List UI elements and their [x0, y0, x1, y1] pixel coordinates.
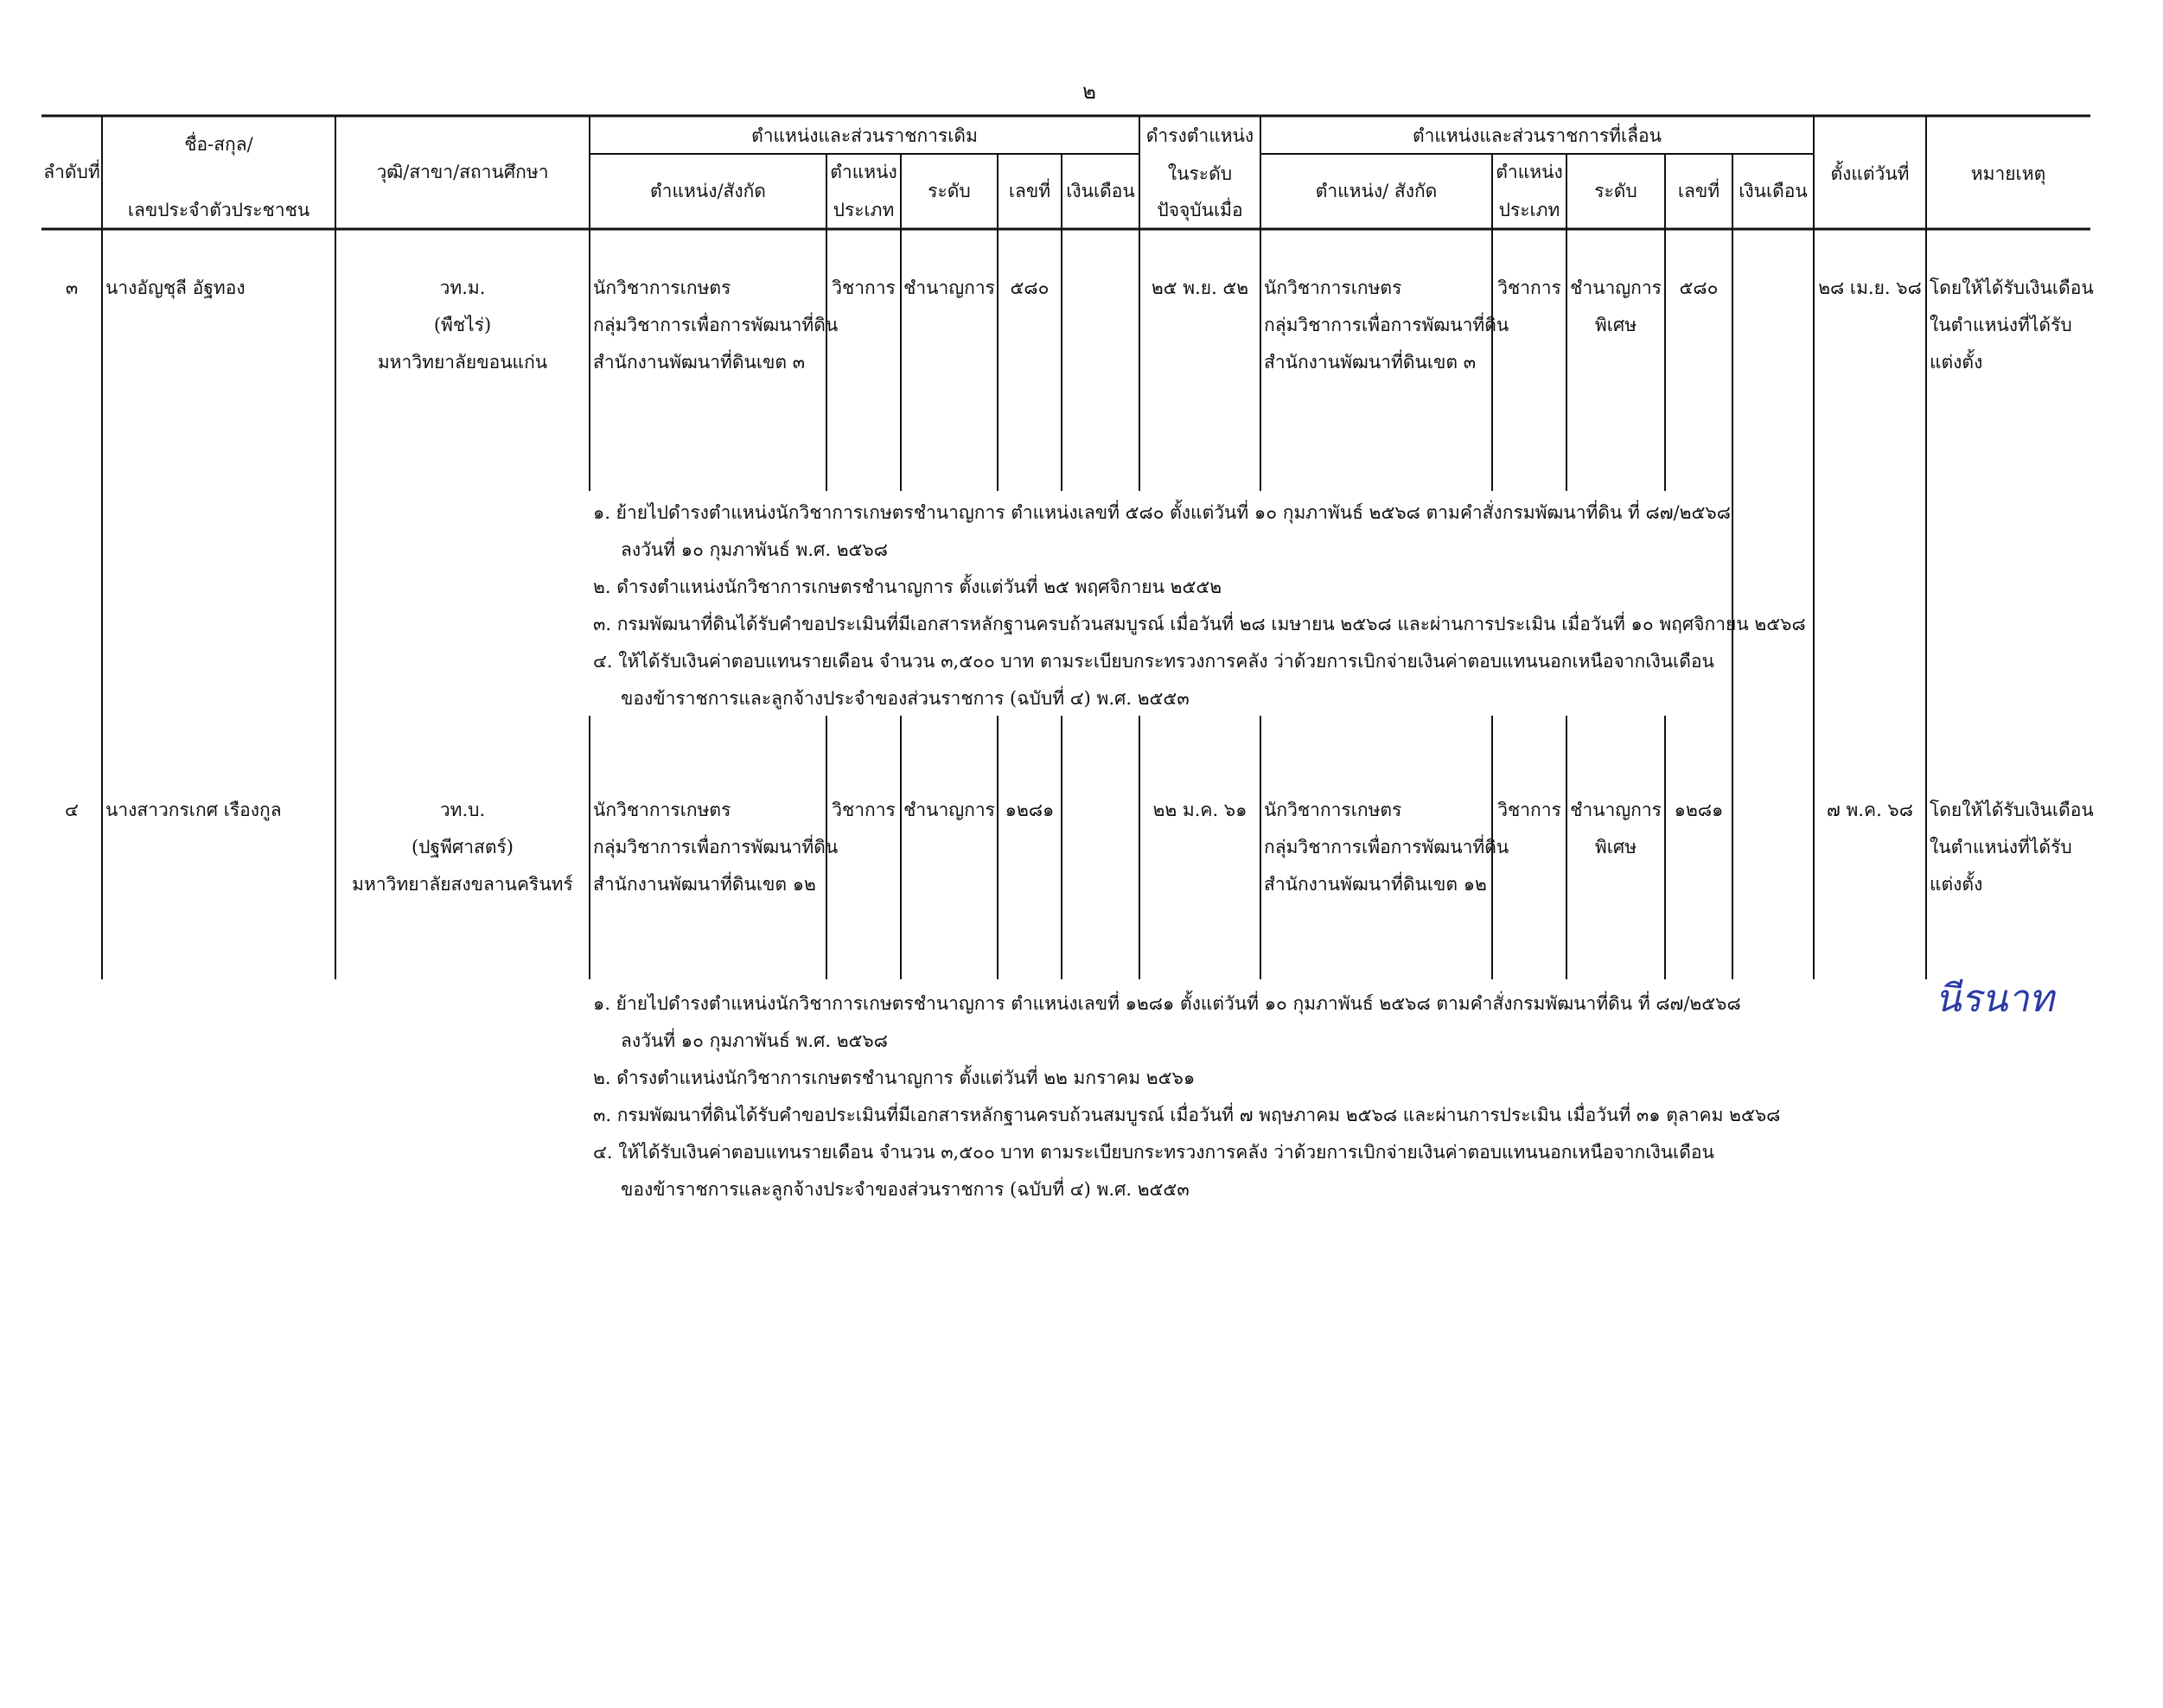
note-line: ๔. ให้ได้รับเงินค่าตอบแทนรายเดือน จำนวน ๓,๕๐๐ บาท ตามระเบียบกระทรวงการคลัง ว่าด้วยการเบิกจ่ายเงินค่าตอบแทนนอกเหนือจากเงินเดือน [593, 1142, 1714, 1163]
row-name: นางสาวกรเกศ เรืองกูล [105, 800, 282, 820]
row-old-position-line: สำนักงานพัฒนาที่ดินเขต ๓ [593, 352, 806, 373]
row-new-level-line: พิเศษ [1594, 837, 1637, 857]
header-new-type-line1: ตำแหน่ง [1496, 162, 1563, 182]
handwritten-signature: นีรนาท [1933, 977, 2062, 1021]
note-line: ๑. ย้ายไปดำรงตำแหน่งนักวิชาการเกษตรชำนาญการ ตำแหน่งเลขที่ ๕๘๐ ตั้งแต่วันที่ ๑๐ กุมภาพันธ์ ๒๕๖๘ ตามคำสั่งกรมพัฒนาที่ดิน ที่ ๘๗/๒๕๖๘ [593, 502, 1731, 523]
header-old-salary: เงินเดือน [1066, 181, 1135, 201]
row-new-number: ๕๘๐ [1679, 277, 1719, 298]
row-new-position-line: สำนักงานพัฒนาที่ดินเขต ๑๒ [1264, 874, 1487, 895]
row-effective: ๒๘ เม.ย. ๖๘ [1818, 277, 1922, 298]
row-old-position-line: นักวิชาการเกษตร [593, 277, 731, 298]
row-remark-line: ในตำแหน่งที่ได้รับ [1930, 315, 2072, 335]
page-number: ๒ [1082, 80, 1096, 104]
row-remark-line: โดยให้ได้รับเงินเดือน [1930, 800, 2094, 820]
header-old-type-line1: ตำแหน่ง [830, 162, 897, 182]
row-degree-line: มหาวิทยาลัยขอนแก่น [377, 352, 548, 373]
row-degree-line: (ปฐพีศาสตร์) [411, 837, 514, 857]
header-old-type-line2: ประเภท [833, 200, 895, 220]
header-old-position: ตำแหน่ง/สังกัด [650, 181, 766, 201]
row-degree-line: วท.บ. [439, 800, 486, 820]
row-order: ๔ [65, 800, 79, 820]
header-new-number: เลขที่ [1677, 181, 1720, 201]
row-new-level-line: ชำนาญการ [1570, 277, 1662, 298]
header-name-line1: ชื่อ-สกุล/ [184, 134, 253, 155]
row-name: นางอัญชุลี อัฐทอง [105, 277, 246, 298]
row-held-since: ๒๒ ม.ค. ๖๑ [1152, 800, 1247, 820]
row-effective: ๗ พ.ค. ๖๘ [1827, 800, 1913, 820]
row-old-position-line: สำนักงานพัฒนาที่ดินเขต ๑๒ [593, 874, 816, 895]
row-old-level: ชำนาญการ [903, 277, 995, 298]
header-degree: วุฒิ/สาขา/สถานศึกษา [376, 162, 549, 182]
row-new-position-line: นักวิชาการเกษตร [1264, 800, 1402, 820]
row-order: ๓ [65, 277, 79, 298]
row-new-type: วิชาการ [1497, 277, 1561, 298]
row-old-number: ๑๒๘๑ [1005, 800, 1055, 820]
row-new-position-line: กลุ่มวิชาการเพื่อการพัฒนาที่ดิน [1264, 837, 1509, 857]
row-remark-line: แต่งตั้ง [1930, 352, 1983, 373]
row-remark-line: ในตำแหน่งที่ได้รับ [1930, 837, 2072, 857]
note-line: ๑. ย้ายไปดำรงตำแหน่งนักวิชาการเกษตรชำนาญการ ตำแหน่งเลขที่ ๑๒๘๑ ตั้งแต่วันที่ ๑๐ กุมภาพันธ์ ๒๕๖๘ ตามคำสั่งกรมพัฒนาที่ดิน ที่ ๘๗/๒๕๖๘ [593, 993, 1741, 1014]
row-old-position-line: กลุ่มวิชาการเพื่อการพัฒนาที่ดิน [593, 315, 839, 335]
header-old-number: เลขที่ [1008, 181, 1051, 201]
row-old-type: วิชาการ [832, 800, 896, 820]
row-remark-line: แต่งตั้ง [1930, 874, 1983, 895]
note-line: ของข้าราชการและลูกจ้างประจำของส่วนราชการ (ฉบับที่ ๔) พ.ศ. ๒๕๕๓ [621, 688, 1190, 709]
note-line: ของข้าราชการและลูกจ้างประจำของส่วนราชการ (ฉบับที่ ๔) พ.ศ. ๒๕๕๓ [621, 1179, 1190, 1200]
row-new-number: ๑๒๘๑ [1674, 800, 1724, 820]
row-degree-line: มหาวิทยาลัยสงขลานครินทร์ [352, 874, 573, 895]
header-held-line1: ดำรงตำแหน่ง [1145, 125, 1254, 146]
header-order: ลำดับที่ [43, 162, 100, 182]
note-line: ๓. กรมพัฒนาที่ดินได้รับคำขอประเมินที่มีเอกสารหลักฐานครบถ้วนสมบูรณ์ เมื่อวันที่ ๗ พฤษภาคม ๒๕๖๘ และผ่านการประเมิน เมื่อวันที่ ๓๑ ตุลาคม ๒๕๖๘ [593, 1105, 1781, 1125]
note-line: ๒. ดำรงตำแหน่งนักวิชาการเกษตรชำนาญการ ตั้งแต่วันที่ ๒๒ มกราคม ๒๕๖๑ [593, 1068, 1196, 1088]
header-held-line2: ในระดับ [1167, 163, 1233, 184]
row-degree-line: (พืชไร่) [433, 315, 492, 335]
header-new-position: ตำแหน่ง/ สังกัด [1315, 181, 1438, 201]
row-new-type: วิชาการ [1497, 800, 1561, 820]
row-new-level-line: ชำนาญการ [1570, 800, 1662, 820]
row-degree-line: วท.ม. [439, 277, 486, 298]
row-new-position-line: กลุ่มวิชาการเพื่อการพัฒนาที่ดิน [1264, 315, 1509, 335]
row-new-level-line: พิเศษ [1594, 315, 1637, 335]
note-line: ๒. ดำรงตำแหน่งนักวิชาการเกษตรชำนาญการ ตั้งแต่วันที่ ๒๕ พฤศจิกายน ๒๕๕๒ [593, 577, 1222, 597]
row-held-since: ๒๕ พ.ย. ๕๒ [1151, 277, 1249, 298]
note-line: ๓. กรมพัฒนาที่ดินได้รับคำขอประเมินที่มีเอกสารหลักฐานครบถ้วนสมบูรณ์ เมื่อวันที่ ๒๘ เมษายน ๒๕๖๘ และผ่านการประเมิน เมื่อวันที่ ๑๐ พฤศจิกายน ๒๕๖๘ [593, 614, 1806, 634]
header-new-level: ระดับ [1594, 181, 1637, 201]
row-old-number: ๕๘๐ [1010, 277, 1050, 298]
note-line: ลงวันที่ ๑๐ กุมภาพันธ์ พ.ศ. ๒๕๖๘ [621, 1030, 888, 1051]
row-new-position-line: นักวิชาการเกษตร [1264, 277, 1402, 298]
row-old-position-line: กลุ่มวิชาการเพื่อการพัฒนาที่ดิน [593, 837, 839, 857]
note-line: ลงวันที่ ๑๐ กุมภาพันธ์ พ.ศ. ๒๕๖๘ [621, 539, 888, 560]
header-new-group: ตำแหน่งและส่วนราชการที่เลื่อน [1412, 125, 1662, 146]
header-new-salary: เงินเดือน [1739, 181, 1808, 201]
header-name-line2: เลขประจำตัวประชาชน [127, 200, 310, 220]
header-since: ตั้งแต่วันที่ [1830, 163, 1910, 184]
header-held-line3: ปัจจุบันเมื่อ [1157, 200, 1243, 220]
row-old-level: ชำนาญการ [903, 800, 995, 820]
note-line: ๔. ให้ได้รับเงินค่าตอบแทนรายเดือน จำนวน ๓,๕๐๐ บาท ตามระเบียบกระทรวงการคลัง ว่าด้วยการเบิกจ่ายเงินค่าตอบแทนนอกเหนือจากเงินเดือน [593, 651, 1714, 672]
row-remark-line: โดยให้ได้รับเงินเดือน [1930, 277, 2094, 298]
header-remark: หมายเหตุ [1970, 163, 2046, 184]
row-old-type: วิชาการ [832, 277, 896, 298]
row-old-position-line: นักวิชาการเกษตร [593, 800, 731, 820]
header-new-type-line2: ประเภท [1498, 200, 1560, 220]
header-old-group: ตำแหน่งและส่วนราชการเดิม [751, 125, 978, 146]
row-new-position-line: สำนักงานพัฒนาที่ดินเขต ๓ [1264, 352, 1477, 373]
header-old-level: ระดับ [928, 181, 971, 201]
